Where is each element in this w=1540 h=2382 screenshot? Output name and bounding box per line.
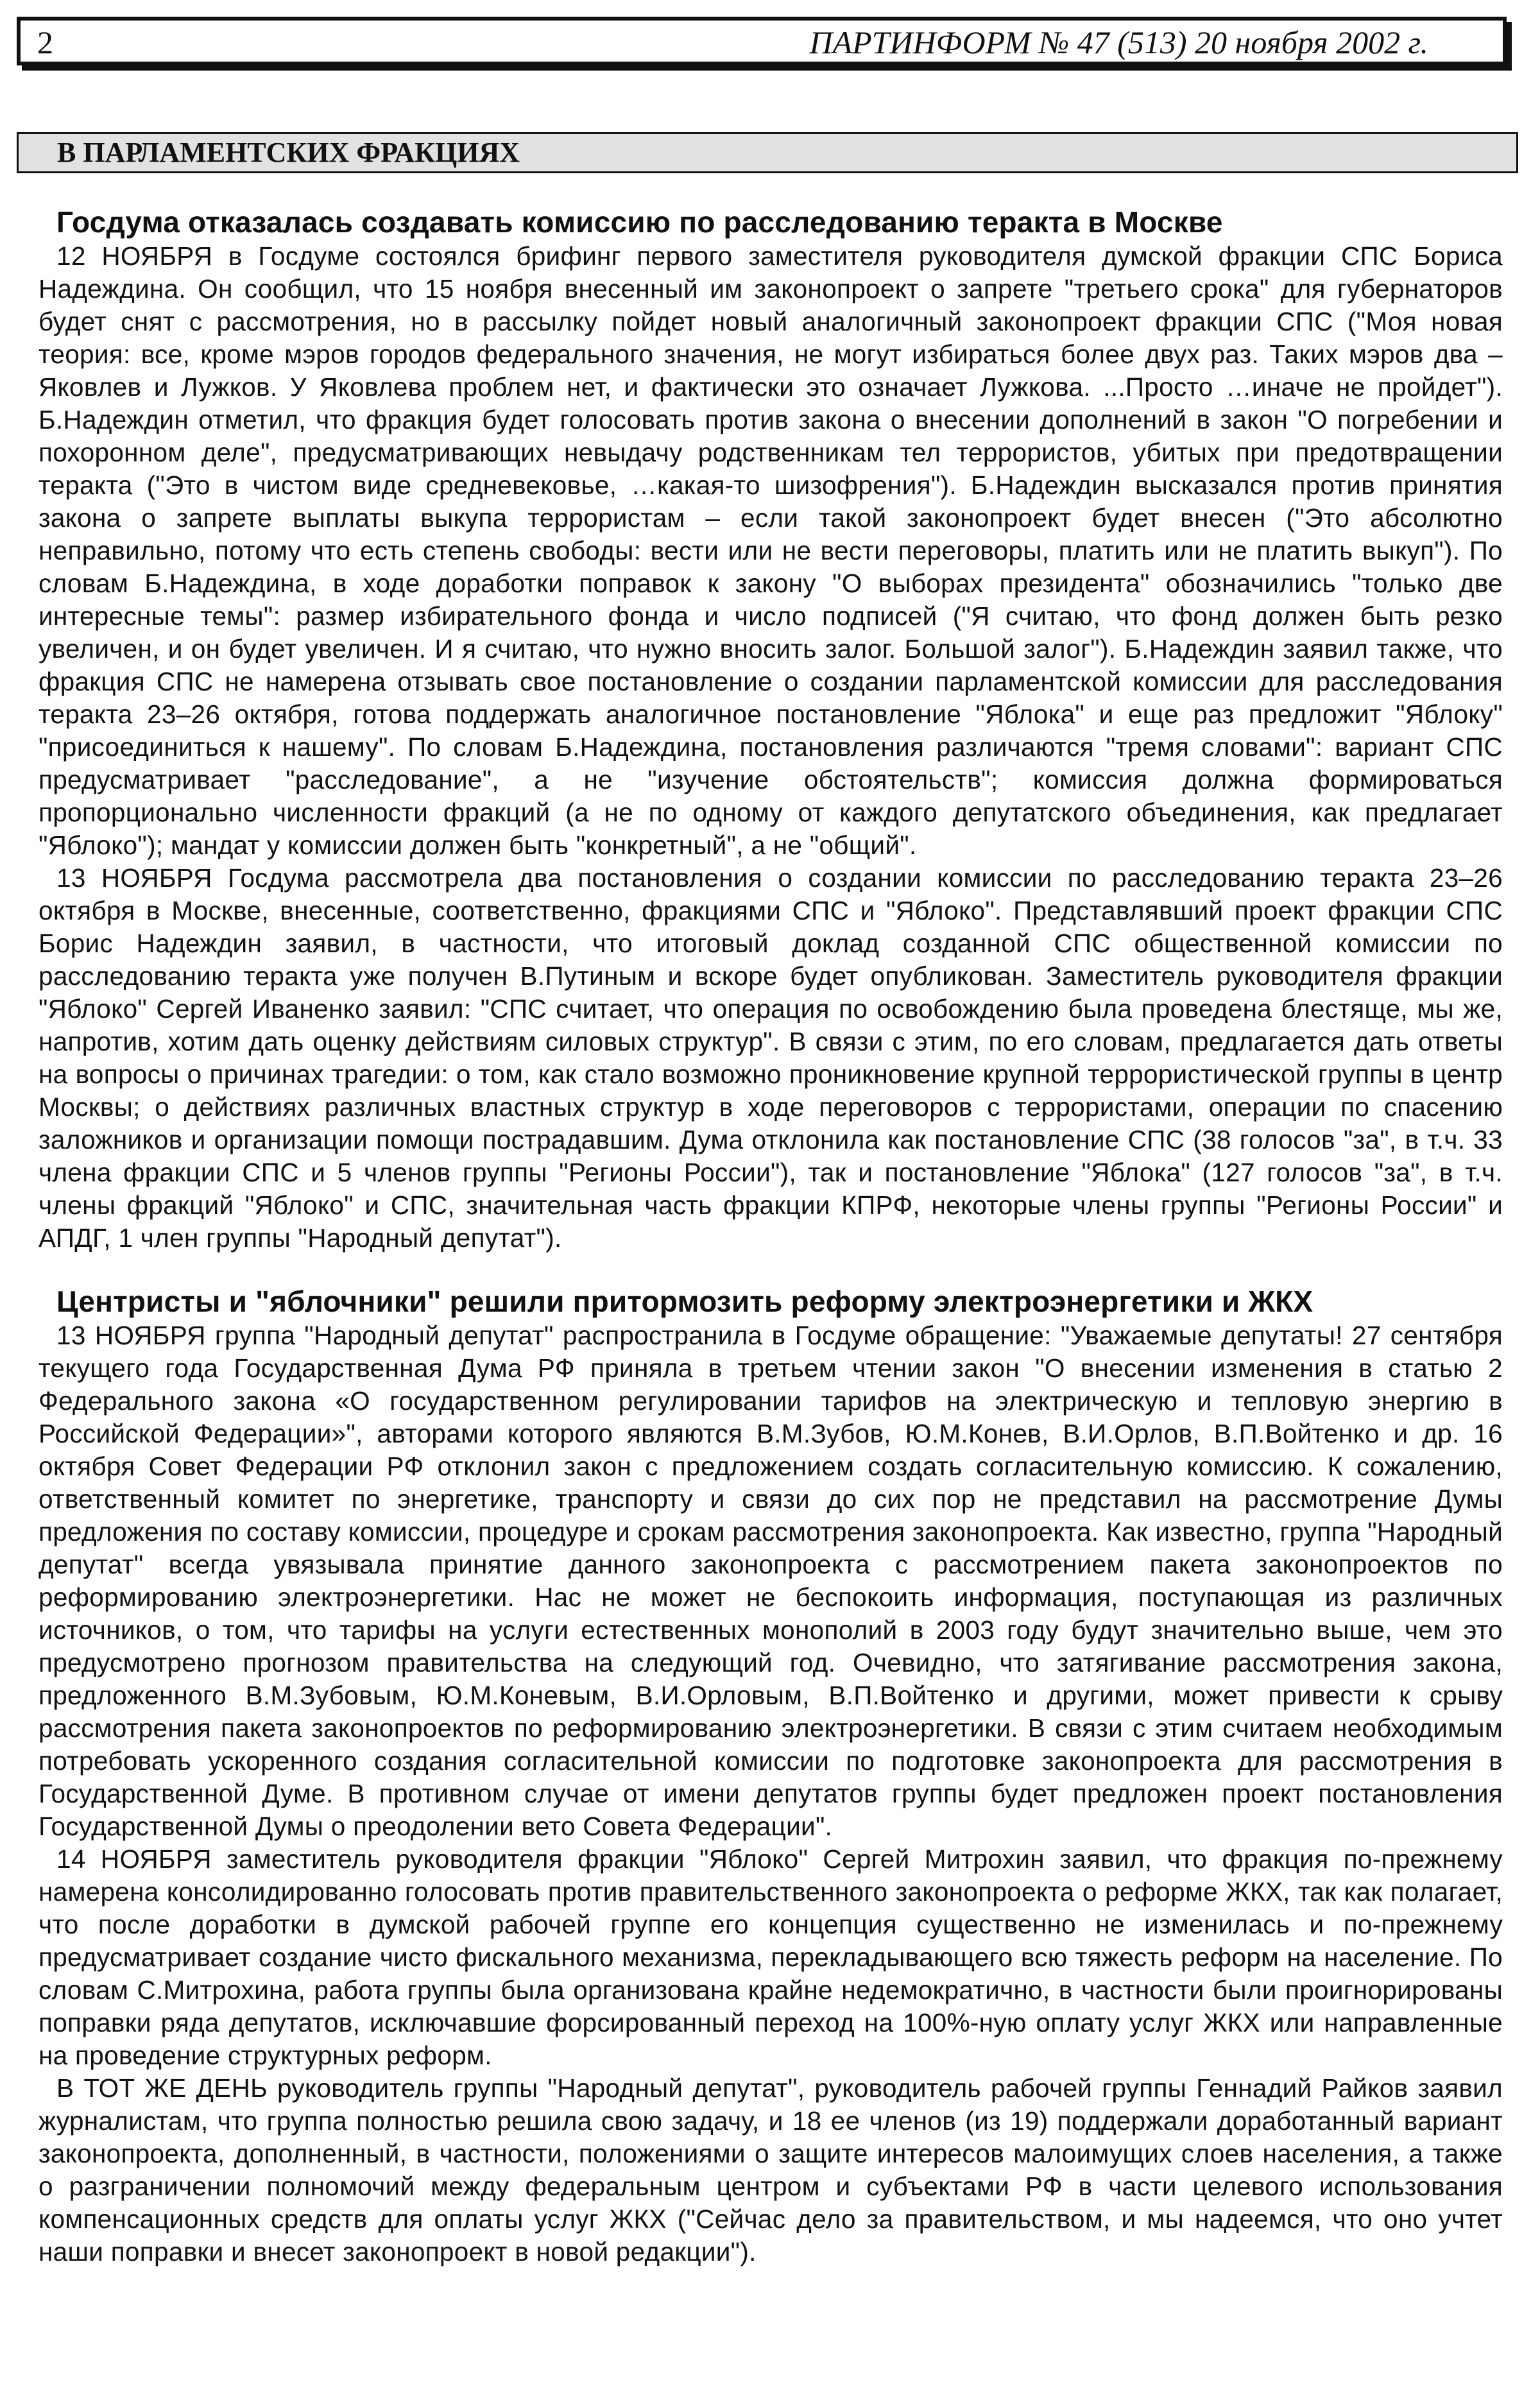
article-paragraph: 12 НОЯБРЯ в Госдуме состоялся брифинг первого заместителя руководителя думской фракции СПС Бориса Надеждина. Он сообщил, что 15 ноября внесенный им законопроект о запрете "третьего срока" для губернаторов будет снят с рассмотрения, но в рассылку пойдет новый аналогичный законопроект фракции СПС ("Моя новая теория: все, кроме мэров городов федерального значения, не могут избираться более двух раз. Таких мэров два – Яковлев и Лужков. У Яковлева проблем нет, и фактически это означает Лужкова. ...Просто …иначе не пройдет"). Б.Надеждин отметил, что фракция будет голосовать против закона о внесении дополнений в закон "О погребении и похоронном деле", предусматривающих невыдачу родственникам тел террористов, убитых при предотвращении теракта ("Это в чистом виде средневековье, …какая-то шизофрения"). Б.Надеждин высказался против принятия закона о запрете выплаты выкупа террористам – если такой законопроект будет внесен ("Это абсолютно неправильно, потому что есть степень свободы: вести или не вести переговоры, платить или не платить выкуп"). По словам Б.Надеждина, в ходе доработки поправок к закону "О выборах президента" обозначились "только две интересные темы": размер избирательного фонда и число подписей ("Я считаю, что фонд должен быть резко увеличен, и он будет увеличен. И я считаю, что нужно вносить залог. Большой залог"). Б.Надеждин заявил также, что фракция СПС не намерена отзывать свое постановление о создании парламентской комиссии для расследования теракта 23–26 октября, готова поддержать аналогичное постановление "Яблока" и еще раз предложит "Яблоку" "присоединиться к нашему". По словам Б.Надеждина, постановления различаются "тремя словами": вариант СПС предусматривает "расследование", а не "изучение обстоятельств"; комиссия должна формироваться пропорционально численности фракций (а не по одному от каждого депутатского объединения, как предлагает "Яблоко"); мандат у комиссии должен быть "конкретный", а не "общий". [38,241,1503,860]
page-number: 2 [37,24,53,60]
section-banner: В ПАРЛАМЕНТСКИХ ФРАКЦИЯХ [17,132,1518,173]
article-paragraph: 14 НОЯБРЯ заместитель руководителя фракции "Яблоко" Сергей Митрохин заявил, что фракция по-прежнему намерена консолидированно голосовать против правительственного законопроекта о реформе ЖКХ, так как полагает, что после доработки в думской рабочей группе его концепция существенно не изменилась и по-прежнему предусматривает создание чисто фискального механизма, перекладывающего всю тяжесть реформ на население. По словам С.Митрохина, работа группы была организована крайне недемократично, в частности были проигнорированы поправки ряда депутатов, исключавшие форсированный переход на 100%-ную оплату услуг ЖКХ или направленные на проведение структурных реформ. [38,1844,1503,2070]
issue-line: ПАРТИНФОРМ № 47 (513) 20 ноября 2002 г. [809,24,1428,60]
article-headline: Госдума отказалась создавать комиссию по расследованию теракта в Москве [56,205,1223,239]
article-paragraph: 13 НОЯБРЯ группа "Народный депутат" распространила в Госдуме обращение: "Уважаемые депутаты! 27 сентября текущего года Государственная Дума РФ приняла в третьем чтении закон "О внесении изменения в статью 2 Федерального закона «О государственном регулировании тарифов на электрическую и тепловую энергию в Российской Федерации»", авторами которого являются В.М.Зубов, Ю.М.Конев, В.И.Орлов, В.П.Войтенко и др. 16 октября Совет Федерации РФ отклонил закон с предложением создать согласительную комиссию. К сожалению, ответственный комитет по энергетике, транспорту и связи до сих пор не представил на рассмотрение Думы предложения по составу комиссии, процедуре и срокам рассмотрения законопроекта. Как известно, группа "Народный депутат" всегда увязывала принятие данного законопроекта с рассмотрением пакета законопроектов по реформированию электроэнергетики. Нас не может не беспокоить информация, поступающая из различных источников, о том, что тарифы на услуги естественных монополий в 2003 году будут значительно выше, чем это предусмотрено прогнозом правительства на следующий год. Очевидно, что затягивание рассмотрения закона, предложенного В.М.Зубовым, Ю.М.Коневым, В.И.Орловым, В.П.Войтенко и другими, может привести к срыву рассмотрения пакета законопроектов по реформированию электроэнергетики. В связи с этим считаем необходимым потребовать ускоренного создания согласительной комиссии по подготовке законопроекта для рассмотрения в Государственной Думе. В противном случае от имени депутатов группы будет предложен проект постановления Государственной Думы о преодолении вето Совета Федерации". [38,1321,1503,1841]
article-energy-reform [38,1283,1503,2268]
article-paragraph: 13 НОЯБРЯ Госдума рассмотрела два постановления о создании комиссии по расследованию теракта 23–26 октября в Москве, внесенные, соответственно, фракциями СПС и "Яблоко". Представлявший проект фракции СПС Борис Надеждин заявил, в частности, что итоговый доклад созданной СПС общественной комиссии по расследованию теракта уже получен В.Путиным и вскоре будет опубликован. Заместитель руководителя фракции "Яблоко" Сергей Иваненко заявил: "СПС считает, что операция по освобождению была проведена блестяще, мы же, напротив, хотим дать оценку действиям силовых структур". В связи с этим, по его словам, предлагается дать ответы на вопросы о причинах трагедии: о том, как стало возможно проникновение крупной террористической группы в центр Москвы; о действиях различных властных структур в ходе переговоров с террористами, операции по спасению заложников и организации помощи пострадавшим. Дума отклонила как постановление СПС (38 голосов "за", в т.ч. 33 члена фракции СПС и 5 членов группы "Регионы России"), так и постановление "Яблока" (127 голосов "за", в т.ч. члены фракций "Яблоко" и СПС, значительная часть фракции КПРФ, некоторые члены группы "Регионы России" и АПДГ, 1 член группы "Народный депутат"). [38,863,1503,1253]
article-headline: Центристы и "яблочники" решили притормозить реформу электроэнергетики и ЖКХ [56,1285,1313,1318]
article-duma-commission [38,204,1503,1255]
running-header [17,17,1507,65]
article-paragraph: В ТОТ ЖЕ ДЕНЬ руководитель группы "Народный депутат", руководитель рабочей группы Геннадий Райков заявил журналистам, что группа полностью решила свою задачу, и 18 ее членов (из 19) поддержали доработанный вариант законопроекта, дополненный, в частности, положениями о защите интересов малоимущих слоев населения, а также о разграничении полномочий между федеральным центром и субъектами РФ в части целевого использования компенсационных средств для оплаты услуг ЖКХ ("Сейчас дело за правительством, и мы надеемся, что оно учтет наши поправки и внесет законопроект в новой редакции"). [38,2073,1503,2266]
